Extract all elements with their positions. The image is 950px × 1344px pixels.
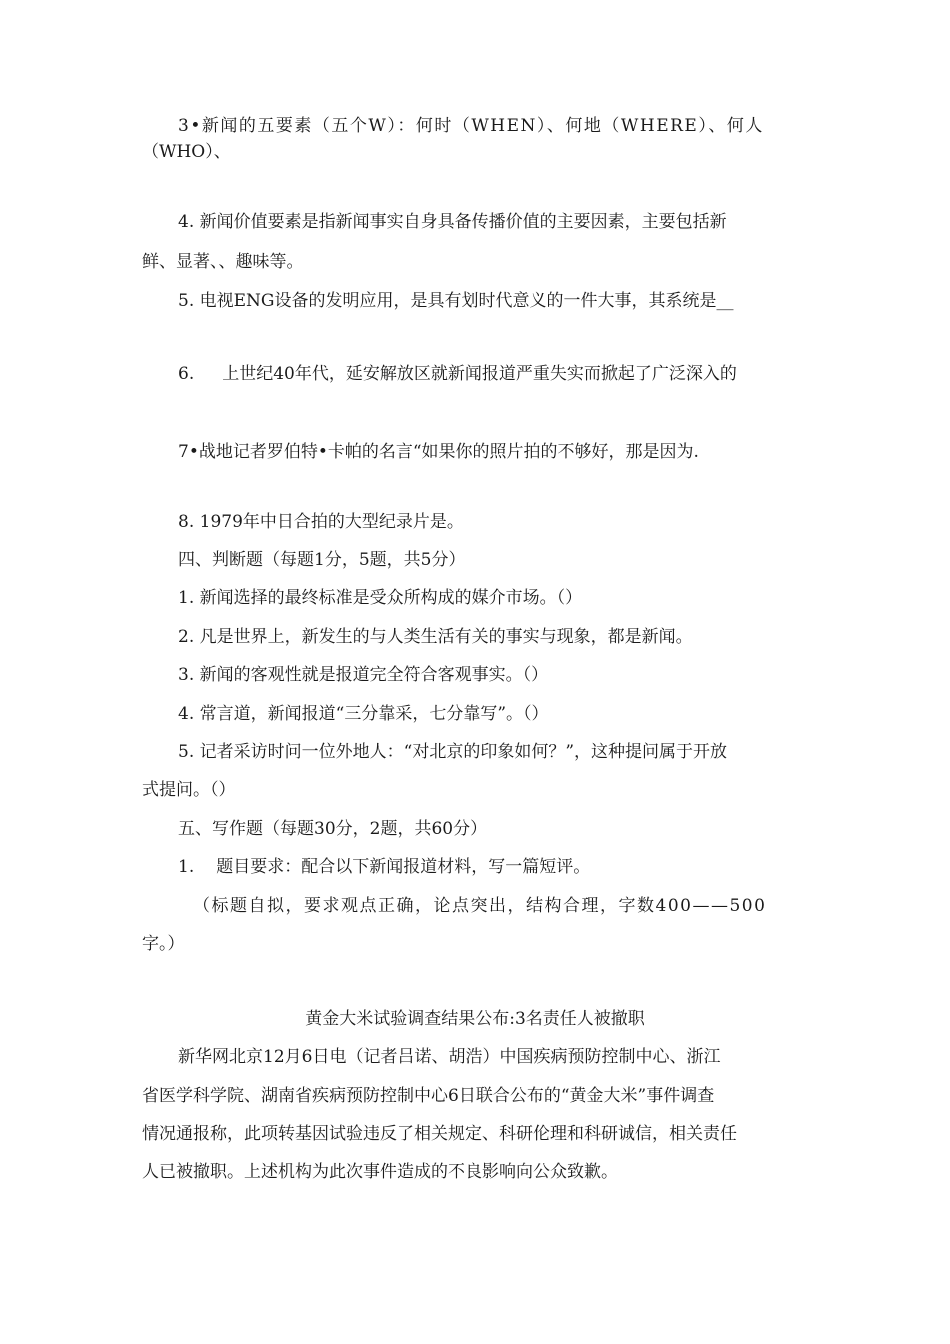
five-w-line-cont: （WHO）、 — [142, 142, 231, 162]
article-paragraph-line-2: 省医学科学院、湖南省疾病预防控制中心6日联合公布的“黄金大米”事件调查 — [142, 1086, 715, 1106]
article-title: 黄金大米试验调查结果公布:3名责任人被撤职 — [305, 1009, 645, 1029]
eng-device-line: 5. 电视ENG设备的发明应用，是具有划时代意义的一件大事，其系统是__ — [178, 291, 734, 311]
item-number: 1. — [178, 857, 195, 877]
news-value-line: 4. 新闻价值要素是指新闻事实自身具备传播价值的主要因素，主要包括新 — [178, 212, 727, 232]
section-four-heading: 四、判断题（每题1分，5题，共5分） — [178, 550, 466, 570]
judge-item-3: 3. 新闻的客观性就是报道完全符合客观事实。（） — [178, 665, 549, 685]
section-five-heading: 五、写作题（每题30分，2题，共60分） — [178, 819, 488, 839]
yanan-text: 上世纪40年代，延安解放区就新闻报道严重失实而掀起了广泛深入的 — [222, 364, 737, 384]
writing-task-text: 题目要求：配合以下新闻报道材料，写一篇短评。 — [216, 857, 591, 877]
judge-item-4: 4. 常言道，新闻报道“三分靠采，七分靠写”。（） — [178, 704, 549, 724]
news-value-line-cont: 鲜、显著、、趣味等。 — [142, 252, 304, 272]
judge-item-5: 5. 记者采访时问一位外地人：“对北京的印象如何？”，这种提问属于开放 — [178, 742, 728, 762]
five-w-line: 3•新闻的五要素（五个W）：何时（WHEN）、何地（WHERE）、何人 — [178, 116, 764, 136]
capa-quote-line: 7•战地记者罗伯特•卡帕的名言“如果你的照片拍的不够好，那是因为. — [178, 442, 699, 462]
documentary-line: 8. 1979年中日合拍的大型纪录片是。 — [178, 512, 464, 532]
judge-item-5-cont: 式提问。（） — [142, 780, 236, 800]
item-number: 6. — [178, 364, 195, 384]
writing-requirements-line: （标题自拟，要求观点正确，论点突出，结构合理，字数400——500 — [193, 896, 767, 916]
judge-item-1: 1. 新闻选择的最终标准是受众所构成的媒介市场。（） — [178, 588, 583, 608]
judge-item-2: 2. 凡是世界上，新发生的与人类生活有关的事实与现象，都是新闻。 — [178, 627, 693, 647]
yanan-line — [0, 362, 950, 386]
article-paragraph-line-4: 人已被撤职。上述机构为此次事件造成的不良影响向公众致歉。 — [142, 1162, 618, 1182]
article-paragraph-line-3: 情况通报称，此项转基因试验违反了相关规定、科研伦理和科研诚信，相关责任 — [142, 1124, 737, 1144]
writing-task-line — [0, 855, 950, 879]
article-paragraph-line-1: 新华网北京12月6日电（记者吕诺、胡浩）中国疾病预防控制中心、浙江 — [178, 1047, 721, 1067]
writing-requirements-cont: 字。） — [142, 934, 185, 954]
